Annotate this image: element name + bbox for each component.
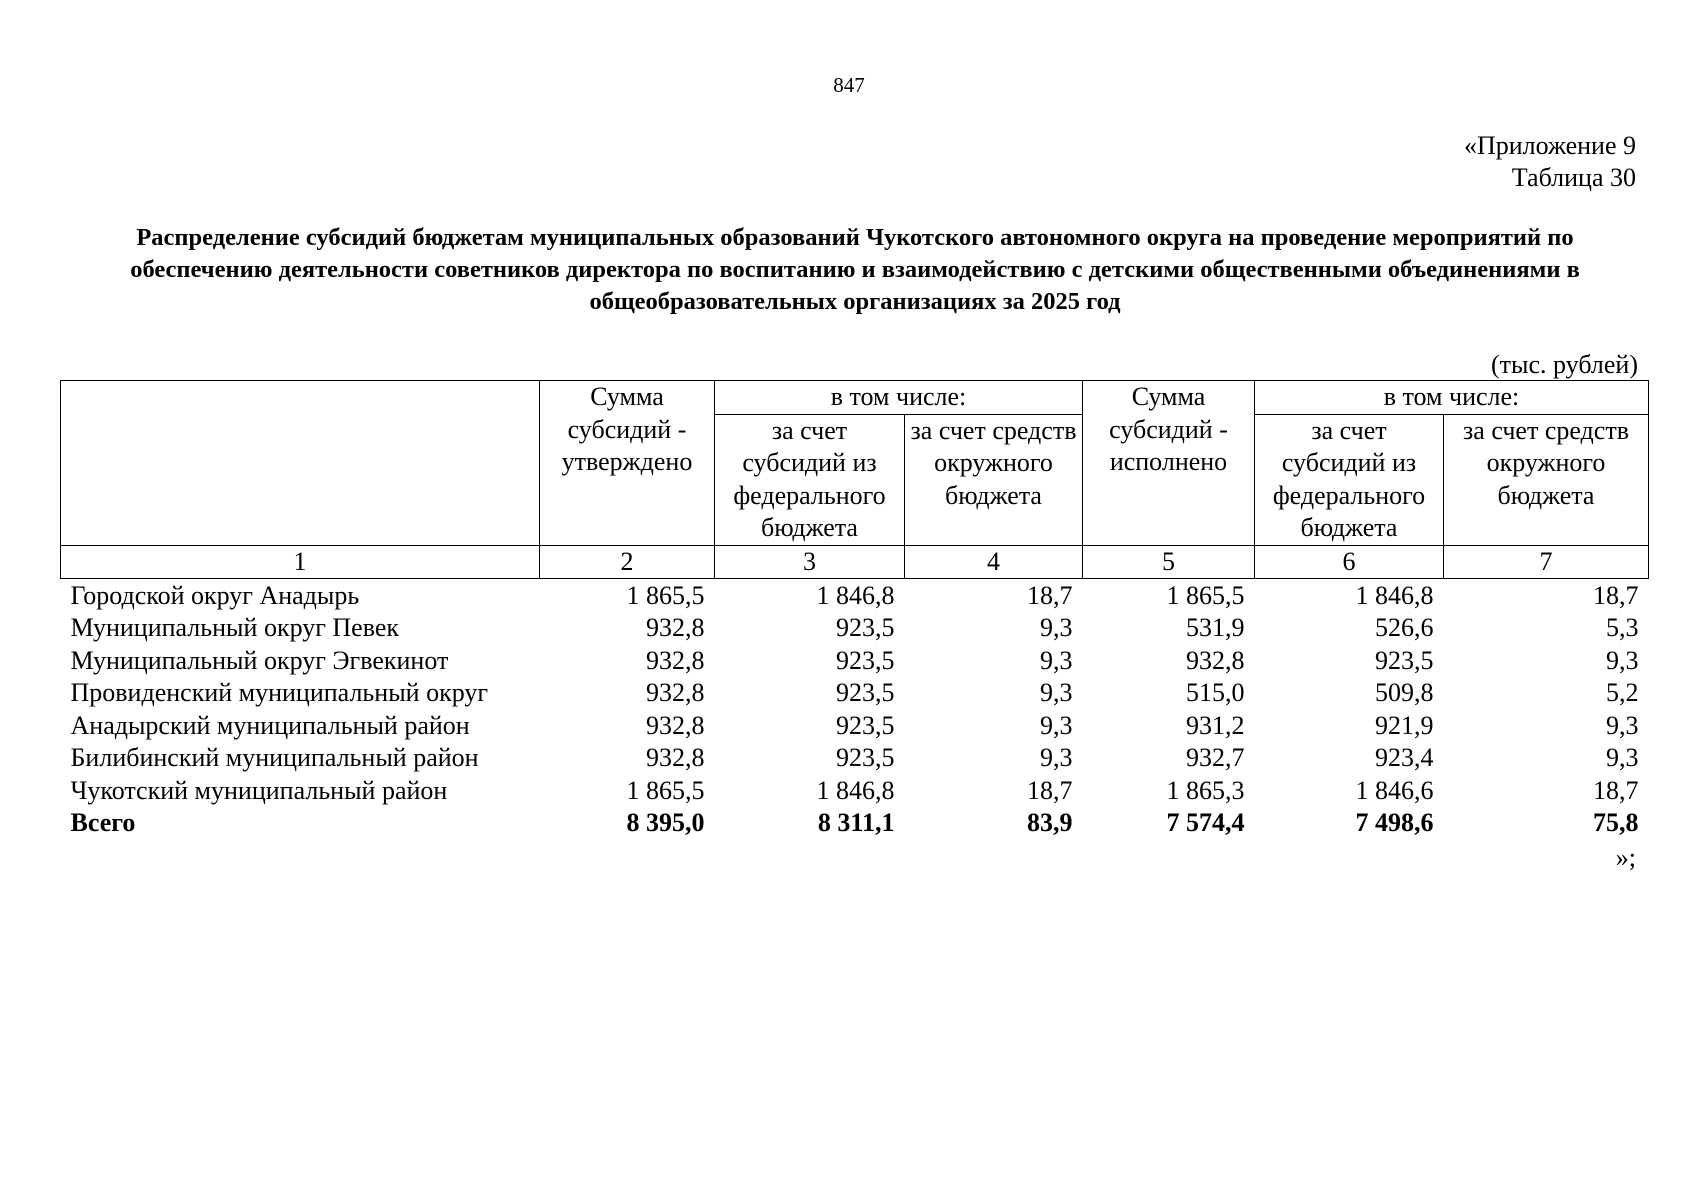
total-federal-approved-value: 8 311,1	[817, 808, 895, 837]
federal-executed-value: 923,4	[1375, 743, 1434, 772]
executed-value: 932,7	[1186, 743, 1245, 772]
column-number: 2	[540, 545, 715, 578]
executed-value: 932,8	[1186, 645, 1245, 675]
regional-executed-value: 18,7	[1593, 775, 1639, 805]
appendix-label: «Приложение 9	[1463, 131, 1636, 160]
total-regional-approved-value: 83,9	[1027, 808, 1073, 837]
regional-approved-value: 9,3	[1040, 645, 1073, 675]
column-number: 4	[905, 545, 1083, 578]
regional-executed-value: 5,3	[1606, 613, 1639, 642]
document-title: Распределение субсидий бюджетам муниципальных образований Чукотского автономного округа на проведение мероприятий по обеспечению деятельности советников директора по воспитанию и взаимодействию с детскими общественными объединениями в общеобразовательных организациях за 2025 год	[130, 224, 1580, 315]
column-number: 3	[715, 545, 905, 578]
regional-approved-value: 9,3	[1040, 710, 1073, 740]
table-header	[61, 381, 1649, 579]
header-federal-approved: за счет субсидий из федерального бюджета	[715, 414, 905, 545]
federal-approved-value: 923,5	[836, 743, 895, 772]
appendix-reference	[1464, 130, 1636, 194]
regional-executed-value: 18,7	[1593, 580, 1639, 610]
total-executed-value: 7 574,4	[1166, 808, 1245, 837]
federal-executed-value: 1 846,8	[1355, 580, 1434, 610]
federal-executed-value: 921,9	[1375, 710, 1434, 740]
regional-executed-value: 9,3	[1606, 645, 1639, 675]
regional-approved-value: 18,7	[1027, 775, 1073, 805]
federal-executed-value: 1 846,6	[1355, 775, 1434, 805]
federal-approved-value: 923,5	[836, 645, 895, 675]
header-regional-approved: за счет средств окружного бюджета	[905, 414, 1083, 545]
regional-approved-value: 9,3	[1040, 743, 1073, 772]
header-federal-executed: за счет субсидий из федерального бюджета	[1255, 414, 1444, 545]
municipality-name: Муниципальный округ Певек	[70, 613, 400, 642]
federal-executed-value: 526,6	[1375, 613, 1434, 642]
column-number-row	[61, 545, 1649, 578]
regional-approved-value: 9,3	[1040, 613, 1073, 642]
header-regional-executed: за счет средств окружного бюджета	[1444, 414, 1649, 545]
regional-approved-value: 18,7	[1027, 580, 1073, 610]
executed-value: 531,9	[1186, 613, 1245, 642]
executed-value: 1 865,5	[1166, 580, 1245, 610]
total-label: Всего	[70, 808, 136, 837]
table-row	[61, 612, 1649, 645]
table-row	[61, 677, 1649, 710]
approved-value: 1 865,5	[626, 775, 705, 805]
municipality-name: Чукотский муниципальный район	[70, 775, 448, 805]
table-row	[61, 742, 1649, 775]
units-label: (тыс. рублей)	[1490, 350, 1638, 379]
column-number: 6	[1255, 545, 1444, 578]
header-executed: Сумма субсидий - исполнено	[1083, 381, 1255, 546]
header-including-approved: в том числе:	[715, 381, 1083, 415]
municipality-name: Городской округ Анадырь	[70, 580, 360, 610]
approved-value: 932,8	[646, 645, 705, 675]
federal-approved-value: 1 846,8	[816, 580, 895, 610]
municipality-name: Анадырский муниципальный район	[70, 710, 470, 740]
column-number: 5	[1083, 545, 1255, 578]
regional-executed-value: 9,3	[1606, 743, 1639, 772]
column-number: 7	[1444, 545, 1649, 578]
approved-value: 1 865,5	[626, 580, 705, 610]
table-row	[61, 645, 1649, 678]
closing-quote: »;	[1615, 843, 1636, 872]
page-number: 847	[833, 73, 865, 97]
table-row	[61, 578, 1649, 612]
header-municipality	[61, 381, 540, 546]
total-regional-executed-value: 75,8	[1593, 808, 1639, 837]
municipality-name: Муниципальный округ Эгвекинот	[70, 645, 449, 675]
executed-value: 515,0	[1186, 678, 1245, 707]
federal-executed-value: 509,8	[1375, 678, 1434, 707]
column-number: 1	[61, 545, 540, 578]
subsidies-table	[60, 380, 1649, 840]
approved-value: 932,8	[646, 710, 705, 740]
table-row	[61, 710, 1649, 743]
total-federal-executed-value: 7 498,6	[1355, 808, 1434, 837]
regional-approved-value: 9,3	[1040, 678, 1073, 707]
regional-executed-value: 9,3	[1606, 710, 1639, 740]
total-row	[61, 807, 1649, 840]
municipality-name: Билибинский муниципальный район	[70, 743, 479, 772]
header-approved: Сумма субсидий - утверждено	[540, 381, 715, 546]
approved-value: 932,8	[646, 613, 705, 642]
federal-approved-value: 923,5	[836, 613, 895, 642]
municipality-name: Провиденский муниципальный округ	[70, 678, 489, 707]
executed-value: 931,2	[1186, 710, 1245, 740]
federal-approved-value: 1 846,8	[816, 775, 895, 805]
approved-value: 932,8	[646, 678, 705, 707]
regional-executed-value: 5,2	[1606, 678, 1639, 707]
federal-executed-value: 923,5	[1375, 645, 1434, 675]
approved-value: 932,8	[646, 743, 705, 772]
total-approved-value: 8 395,0	[626, 808, 705, 837]
table-row	[61, 775, 1649, 808]
federal-approved-value: 923,5	[836, 710, 895, 740]
header-including-executed: в том числе:	[1255, 381, 1649, 415]
table-number-label: Таблица 30	[1511, 163, 1636, 192]
executed-value: 1 865,3	[1166, 775, 1245, 805]
table-body	[61, 578, 1649, 840]
federal-approved-value: 923,5	[836, 678, 895, 707]
